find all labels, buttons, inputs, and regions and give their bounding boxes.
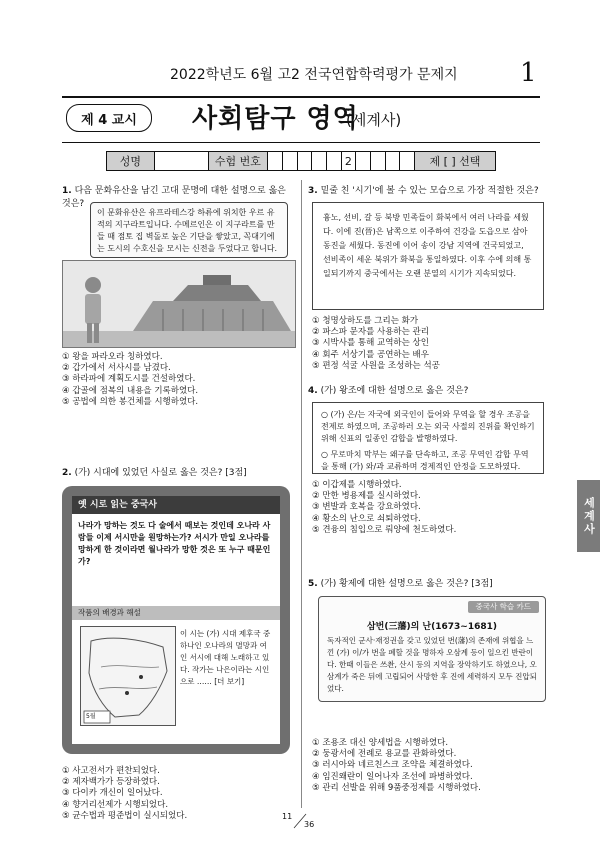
card-body: 독자적인 군사·재정권을 갖고 있었던 번(藩)의 존재에 위협을 느낀 (가) 이/가 번을 폐할 것을 명하자 오삼계 등이 일으킨 반란이다. 한때 이들은 쓰촨, 산시 등의 지역을 장악하기도 하였으나, 오삼계가 죽은 뒤에 고립되어 사망한 후 진에 세력하지 모두 진압되었다. <box>327 636 537 693</box>
exam-no-digit: 2 <box>342 152 357 170</box>
bubble-text: 이 문화유산은 유프라테스강 하류에 위치한 우르 유적의 지구라트입니다. 수메르인은 이 지구라트를 만들 때 점토 집 벽돌로 높은 기단을 쌓았고, 꼭대기에는 도시의 수호신을 모시는 신전을 두었다고 합니다. <box>97 208 278 253</box>
q3-options <box>312 316 544 372</box>
question-number: 4. <box>308 386 318 396</box>
exam-no-box[interactable] <box>312 152 327 170</box>
q4-source-line-1: ○ (가) 은/는 자국에 외국인이 들어와 무역을 할 경우 조공을 전제로 하였으며, 조공하러 오는 외국 사절의 진위를 확인하기 위해 신표의 일종인 감합을 발행하였다. <box>321 410 535 443</box>
option-2[interactable]: ② 갑가에서 서사시를 남겼다. <box>62 363 171 374</box>
question-text: 밑줄 친 '시기'에 볼 수 있는 모습으로 가장 적절한 것은? <box>320 186 539 196</box>
option-4[interactable]: ④ 황소의 난으로 쇠퇴하였다. <box>312 513 421 524</box>
option-2[interactable]: ② 파스파 문자를 사용하는 관리 <box>312 327 429 338</box>
option-3[interactable]: ③ 변발과 호복을 강요하였다. <box>312 502 421 513</box>
question-number: 3. <box>308 186 318 196</box>
exam-no-label: 수험 번호 <box>209 152 269 170</box>
question-text: (가) 황제에 대한 설명으로 옳은 것은? [3점] <box>320 579 493 589</box>
option-3[interactable]: ③ 러시아와 네르친스크 조약을 체결하였다. <box>312 760 473 771</box>
option-4[interactable]: ④ 갑골에 점복의 내용을 기록하였다. <box>62 385 199 396</box>
name-field[interactable] <box>155 152 209 170</box>
subject-subtitle: (세계사) <box>346 111 402 129</box>
option-5[interactable]: ⑤ 균수법과 평준법이 실시되었다. <box>62 810 188 821</box>
exam-no-box[interactable] <box>298 152 313 170</box>
exam-title: 2022학년도 6월 고2 전국연합학력평가 문제지 <box>170 67 458 83</box>
page-current: 11 <box>282 812 293 821</box>
question-3 <box>308 185 548 198</box>
option-1[interactable]: ① 사고전서가 편찬되었다. <box>62 766 160 776</box>
poem-text: 나라가 망하는 것도 다 술에서 때보는 것인데 오나라 사람들 이제 서시만을 원망하는가? 서시가 만일 오나라를 망하게 한 것이라면 월나라가 망한 것은 또 누구 때문인가? <box>78 521 271 566</box>
china-map <box>80 626 176 726</box>
header-rule-2 <box>62 142 540 143</box>
ziggurat-image <box>62 260 296 348</box>
map-caption: 작품의 배경과 해설 <box>72 606 280 620</box>
option-5[interactable]: ⑤ 견융의 침입으로 뤄양에 천도하였다. <box>312 524 457 535</box>
option-2[interactable]: ② 제자백가가 등장하였다. <box>62 777 160 788</box>
name-label: 성명 <box>107 152 155 170</box>
q2-options <box>62 766 294 822</box>
subject-side-tab: 세계사 <box>577 480 600 552</box>
exam-no-box[interactable] <box>356 152 371 170</box>
exam-no-box[interactable] <box>268 152 283 170</box>
option-4[interactable]: ④ 임진왜란이 일어나자 조선에 파병하였다. <box>312 771 473 782</box>
question-text: 다음 문화유산을 남긴 고대 문명에 대한 설명으로 옳은 것은? <box>62 186 286 209</box>
q3-source-text: 흉노, 선비, 갈 등 북방 민족들이 화북에서 여러 나라를 세웠다. 이에 진(晉)은 남쪽으로 이주하여 건강을 도읍으로 삼아 동진을 세웠다. 동진에 이어 송이 강남 지역에 건국되었고, 선비족이 세운 북위가 화북을 통일하였다. 이후 수에 의해 통일되기까지 중국에서는 오랜 분열의 시기가 지속되었다. <box>323 213 532 278</box>
card-title: 삼번(三藩)의 난(1673~1681) <box>366 622 497 632</box>
q4-source-box <box>312 402 544 474</box>
exam-no-box[interactable] <box>283 152 298 170</box>
question-text: (가) 왕조에 대한 설명으로 옳은 것은? <box>320 386 469 396</box>
exam-no-box[interactable] <box>371 152 386 170</box>
option-2[interactable]: ② 만한 병용제를 실시하였다. <box>312 491 421 502</box>
choice-label: 제 [ ] 선택 <box>415 152 495 170</box>
q4-source-line-2: ○ 무로마치 막부는 왜구를 단속하고, 조공 무역인 감합 무역을 통해 (가) 와/과 교류하며 경제적인 안정을 도모하였다. <box>321 450 529 471</box>
option-5[interactable]: ⑤ 편정 석굴 사원을 조성하는 석공 <box>312 360 440 371</box>
option-3[interactable]: ③ 시박사를 통해 교역하는 상인 <box>312 338 429 349</box>
q5-options <box>312 738 544 794</box>
subject-title: 사회탐구 영역 <box>192 104 359 134</box>
option-4[interactable]: ④ 향거리선제가 시행되었다. <box>62 799 169 810</box>
tablet-screen <box>72 496 280 744</box>
map-scale: 5월 <box>86 713 96 720</box>
map-explanation: 이 시는 (가) 시대 제후국 중 하나인 오나라의 멸망과 여인 서시에 대해 노래하고 있다. 작가는 나은이라는 시인으로 …… [더 보기] <box>180 629 271 686</box>
card-tag: 중국사 학습 카드 <box>468 601 539 613</box>
q1-options <box>62 352 294 408</box>
option-5[interactable]: ⑤ 공법에 의한 봉건체를 시행하였다. <box>62 396 199 407</box>
study-card <box>318 596 546 702</box>
question-2 <box>62 467 294 480</box>
question-text: (가) 시대에 있었던 사실로 옳은 것은? [3점] <box>74 468 247 478</box>
page-number: 1 <box>520 58 537 88</box>
exam-no-box[interactable] <box>327 152 342 170</box>
question-number: 1. <box>62 186 72 196</box>
id-row <box>106 151 496 171</box>
q4-options <box>312 480 544 536</box>
q3-source-box <box>312 202 544 310</box>
exam-no-box[interactable] <box>400 152 415 170</box>
page-counter <box>280 812 320 830</box>
option-1[interactable]: ① 청명상하도를 그리는 화가 <box>312 316 419 326</box>
option-1[interactable]: ① 이갑제를 시행하였다. <box>312 480 402 490</box>
option-1[interactable]: ① 왕을 파라오라 칭하였다. <box>62 352 163 362</box>
session-badge: 제 4 교시 <box>66 104 152 132</box>
option-3[interactable]: ③ 하라파에 계획도시를 건설하였다. <box>62 374 196 385</box>
option-1[interactable]: ① 조용조 대신 양세법을 시행하였다. <box>312 738 449 748</box>
speech-bubble <box>90 202 288 258</box>
question-number: 5. <box>308 579 318 589</box>
question-4 <box>308 385 548 398</box>
option-2[interactable]: ② 둥광서에 전례로 용교를 관화하였다. <box>312 749 457 760</box>
column-divider <box>301 180 302 808</box>
page-total: 36 <box>304 820 315 829</box>
tablet-title: 옛 시로 읽는 중국사 <box>72 496 280 514</box>
exam-no-box[interactable] <box>386 152 401 170</box>
question-number: 2. <box>62 468 72 478</box>
option-5[interactable]: ⑤ 관리 선발을 위해 9품중정제를 시행하였다. <box>312 782 481 793</box>
question-5 <box>308 578 548 591</box>
option-3[interactable]: ③ 다이카 개신이 일어났다. <box>62 788 163 799</box>
option-4[interactable]: ④ 회주 서상기를 공연하는 배우 <box>312 349 429 360</box>
